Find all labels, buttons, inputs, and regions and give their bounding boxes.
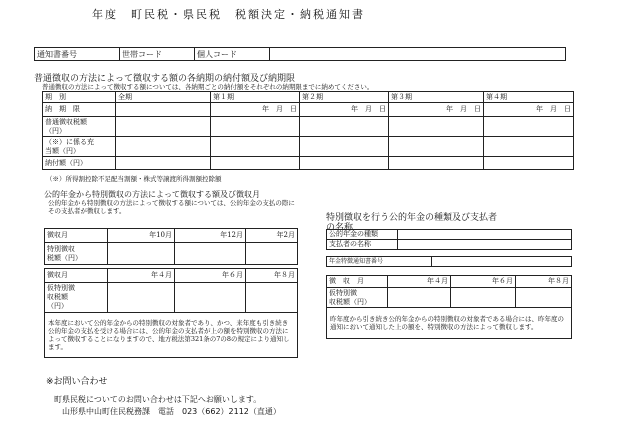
right-month-apr: 年４月 bbox=[388, 276, 451, 288]
contact-line-1: 町県民税についてのお問い合わせは下記へお願いします。 bbox=[54, 395, 262, 404]
col-period-label: 期 別 bbox=[43, 92, 116, 103]
month-feb: 年2月 bbox=[246, 229, 298, 243]
ordinary-section-title: 普通徴収の方法によって徴収する額の各納期の納付額及び納期限 bbox=[34, 74, 296, 84]
pension-note-2: 本年度において公的年金からの特別徴収の対象者であり、かつ、来年度も引き続き公的年金の支払を受ける場合には、公的年金の支払者が上の額を特別徴収の方法によって徴収することになりますので、地方税法第321条の7の8の規定により通知します。 bbox=[45, 313, 298, 358]
provisional-tax-label: 仮特別徴 収税額 （円） bbox=[45, 283, 108, 313]
notice-number-table bbox=[326, 256, 572, 267]
period-all: 全期 bbox=[116, 92, 211, 103]
page-title: 年度 町民税・県民税 税額決定・納税通知書 bbox=[92, 8, 365, 21]
deadline-4: 年 月 日 bbox=[484, 103, 574, 117]
collect-month-label-2: 徴収月 bbox=[45, 269, 108, 283]
right-provisional-label: 仮特別徴 収税額（円） bbox=[327, 288, 388, 308]
row-payment-label: 納付額（円） bbox=[43, 157, 116, 170]
id-row-blank bbox=[270, 48, 566, 61]
month-oct: 年10月 bbox=[108, 229, 175, 243]
pension-notice-no-label: 年金特徴通知書番号 bbox=[327, 257, 432, 267]
month-apr: 年４月 bbox=[108, 269, 175, 283]
pension-note-1: 公的年金から特別徴収の方法によって徴収する額については、公的年金の支払の際にその支払者が徴収します。 bbox=[48, 199, 295, 215]
contact-line-2: 山形県中山町住民税務課 電話 023（662）2112（直通） bbox=[62, 407, 281, 416]
deadline-1: 年 月 日 bbox=[211, 103, 300, 117]
deadline-3: 年 月 日 bbox=[389, 103, 484, 117]
row-amount-label: 普通徴収税額 （円） bbox=[43, 117, 116, 137]
right-panel-title-a: 特別徴収を行う公的年金の種類及び支払者 bbox=[326, 213, 498, 223]
row-deadline-label: 納 期 限 bbox=[43, 103, 116, 117]
deadline-2: 年 月 日 bbox=[300, 103, 389, 117]
personal-code-label: 個人コード bbox=[195, 48, 270, 61]
pension-table-1 bbox=[44, 228, 298, 265]
right-collect-table bbox=[326, 275, 572, 339]
right-month-aug: 年８月 bbox=[516, 276, 572, 288]
deadline-all bbox=[116, 103, 211, 117]
ordinary-table bbox=[42, 91, 574, 170]
household-code-label: 世帯コード bbox=[120, 48, 195, 61]
id-row-table bbox=[34, 47, 566, 61]
period-4: 第４期 bbox=[484, 92, 574, 103]
ordinary-section-note: 普通徴収の方法によって徴収する額については、各納期ごとの納付額をそれぞれの納期限までに納めてください。 bbox=[42, 83, 374, 91]
special-tax-label: 特別徴収 税額（円） bbox=[45, 243, 108, 265]
month-jun: 年６月 bbox=[175, 269, 246, 283]
contact-heading: ※お問い合わせ bbox=[46, 377, 108, 387]
period-1: 第１期 bbox=[211, 92, 300, 103]
ordinary-footnote: （※）所得割控除不足配当割額・株式等譲渡所得割額控除額 bbox=[46, 175, 222, 183]
notice-number-label: 通知書番号 bbox=[35, 48, 120, 61]
pension-table-2 bbox=[44, 268, 298, 358]
pension-section-title: 公的年金から特別徴収の方法によって徴収する額及び徴収月 bbox=[44, 190, 260, 199]
right-panel-title-b: の名称 bbox=[326, 223, 354, 233]
right-month-jun: 年６月 bbox=[451, 276, 516, 288]
right-panel-note: 昨年度から引き続き公的年金からの特別徴収の対象者である場合には、昨年度の通知において通知した上の額を、特別徴収の方法によって徴収します。 bbox=[327, 308, 572, 339]
pension-type-label: 公的年金の種類 bbox=[327, 230, 398, 240]
month-aug: 年８月 bbox=[246, 269, 298, 283]
right-collect-month-label: 徴 収 月 bbox=[327, 276, 388, 288]
period-3: 第３期 bbox=[389, 92, 484, 103]
period-2: 第２期 bbox=[300, 92, 389, 103]
month-dec: 年12月 bbox=[175, 229, 246, 243]
pension-type-table bbox=[326, 229, 572, 250]
row-dividend-label: （※）に係る充 当額（円） bbox=[43, 137, 116, 157]
collect-month-label: 徴収月 bbox=[45, 229, 108, 243]
payer-name-label: 支払者の名称 bbox=[327, 240, 398, 250]
